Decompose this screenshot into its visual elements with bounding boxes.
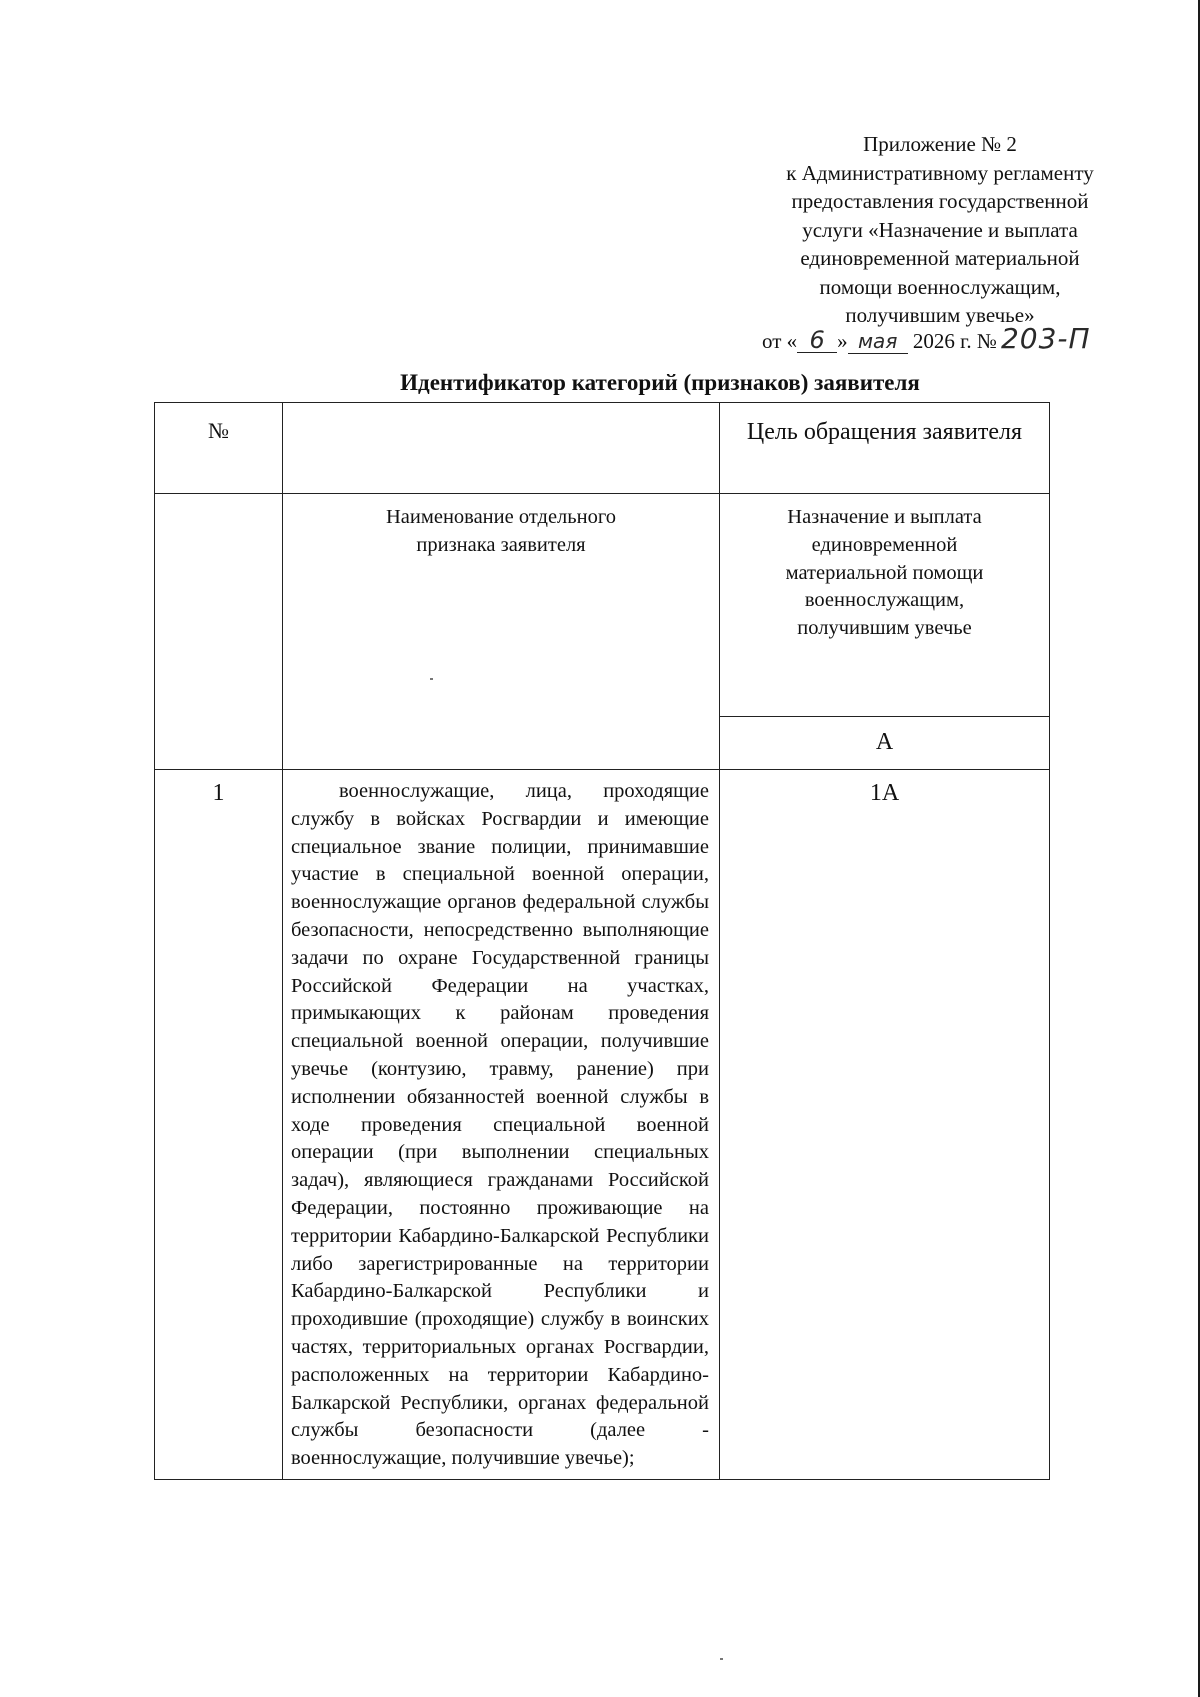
appendix-line: предоставления государственной (791, 189, 1089, 213)
row-number: 1 (155, 770, 283, 1480)
handwritten-month: мая (848, 329, 908, 354)
name-column-header: Наименование отдельного признака заявителя (283, 494, 720, 770)
handwritten-number: 203-П (1000, 322, 1091, 355)
empty-number-cell (155, 494, 283, 770)
identifier-table (154, 402, 1050, 1480)
appendix-line: услуги «Назначение и выплата (802, 217, 1078, 242)
table-header-row (155, 403, 1050, 494)
appendix-header (700, 130, 1180, 330)
appendix-line: к Административному регламенту (786, 160, 1094, 185)
date-prefix: от « (762, 329, 798, 353)
goal-column-header: Цель обращения заявителя (720, 403, 1050, 494)
table-row (155, 770, 1050, 1480)
date-middle: » (837, 329, 848, 353)
row-code: 1А (720, 770, 1050, 1480)
handwritten-day: 6 (797, 328, 837, 353)
empty-header-cell (283, 403, 720, 494)
goal-value-cell: Назначение и выплата единовременной материальной помощи военнослужащим, получившим увечье (720, 494, 1050, 717)
scan-speck (430, 678, 433, 680)
date-line (762, 322, 1091, 355)
appendix-line: единовременной материальной (800, 246, 1080, 270)
row-description-text: военнослужащие, лица, проходящие службу в войсках Росгвардии и имеющие специальное звание полиции, принимавшие участие в специальной военной операции, военнослужащие органов федеральной службы безопасности, непосредственно выполняющие задачи по охране Государственной границы Российской Федерации на участках, примыкающих к районам проведения специальной военной операции, получившие увечье (контузию, травму, ранение) при исполнении обязанностей военной службы в ходе проведения специальной военной операции (при выполнении специальных задач), являющиеся гражданами Российской Федерации, постоянно проживающие на территории Кабардино-Балкарской Республики либо зарегистрированные на территории Кабардино-Балкарской Республики и проходившие (проходящие) службу в воинских частях, территориальных органах Росгвардии, расположенных на территории Кабардино-Балкарской Республики, органах федеральной службы безопасности (далее - военнослужащие, получившие увечье); (291, 780, 709, 1470)
date-year: 2026 г. (912, 329, 972, 353)
row-description (283, 770, 720, 1480)
appendix-line: помощи военнослужащим, (819, 274, 1061, 299)
appendix-line: получившим увечье» (845, 303, 1035, 327)
document-title: Идентификатор категорий (признаков) заявителя (400, 370, 920, 395)
subheader-row (155, 494, 1050, 717)
appendix-line: Приложение № 2 (863, 132, 1017, 156)
scan-speck (720, 1658, 723, 1660)
number-label: № (976, 329, 997, 353)
number-column-header: № (155, 403, 283, 494)
goal-code-letter: А (720, 717, 1050, 770)
